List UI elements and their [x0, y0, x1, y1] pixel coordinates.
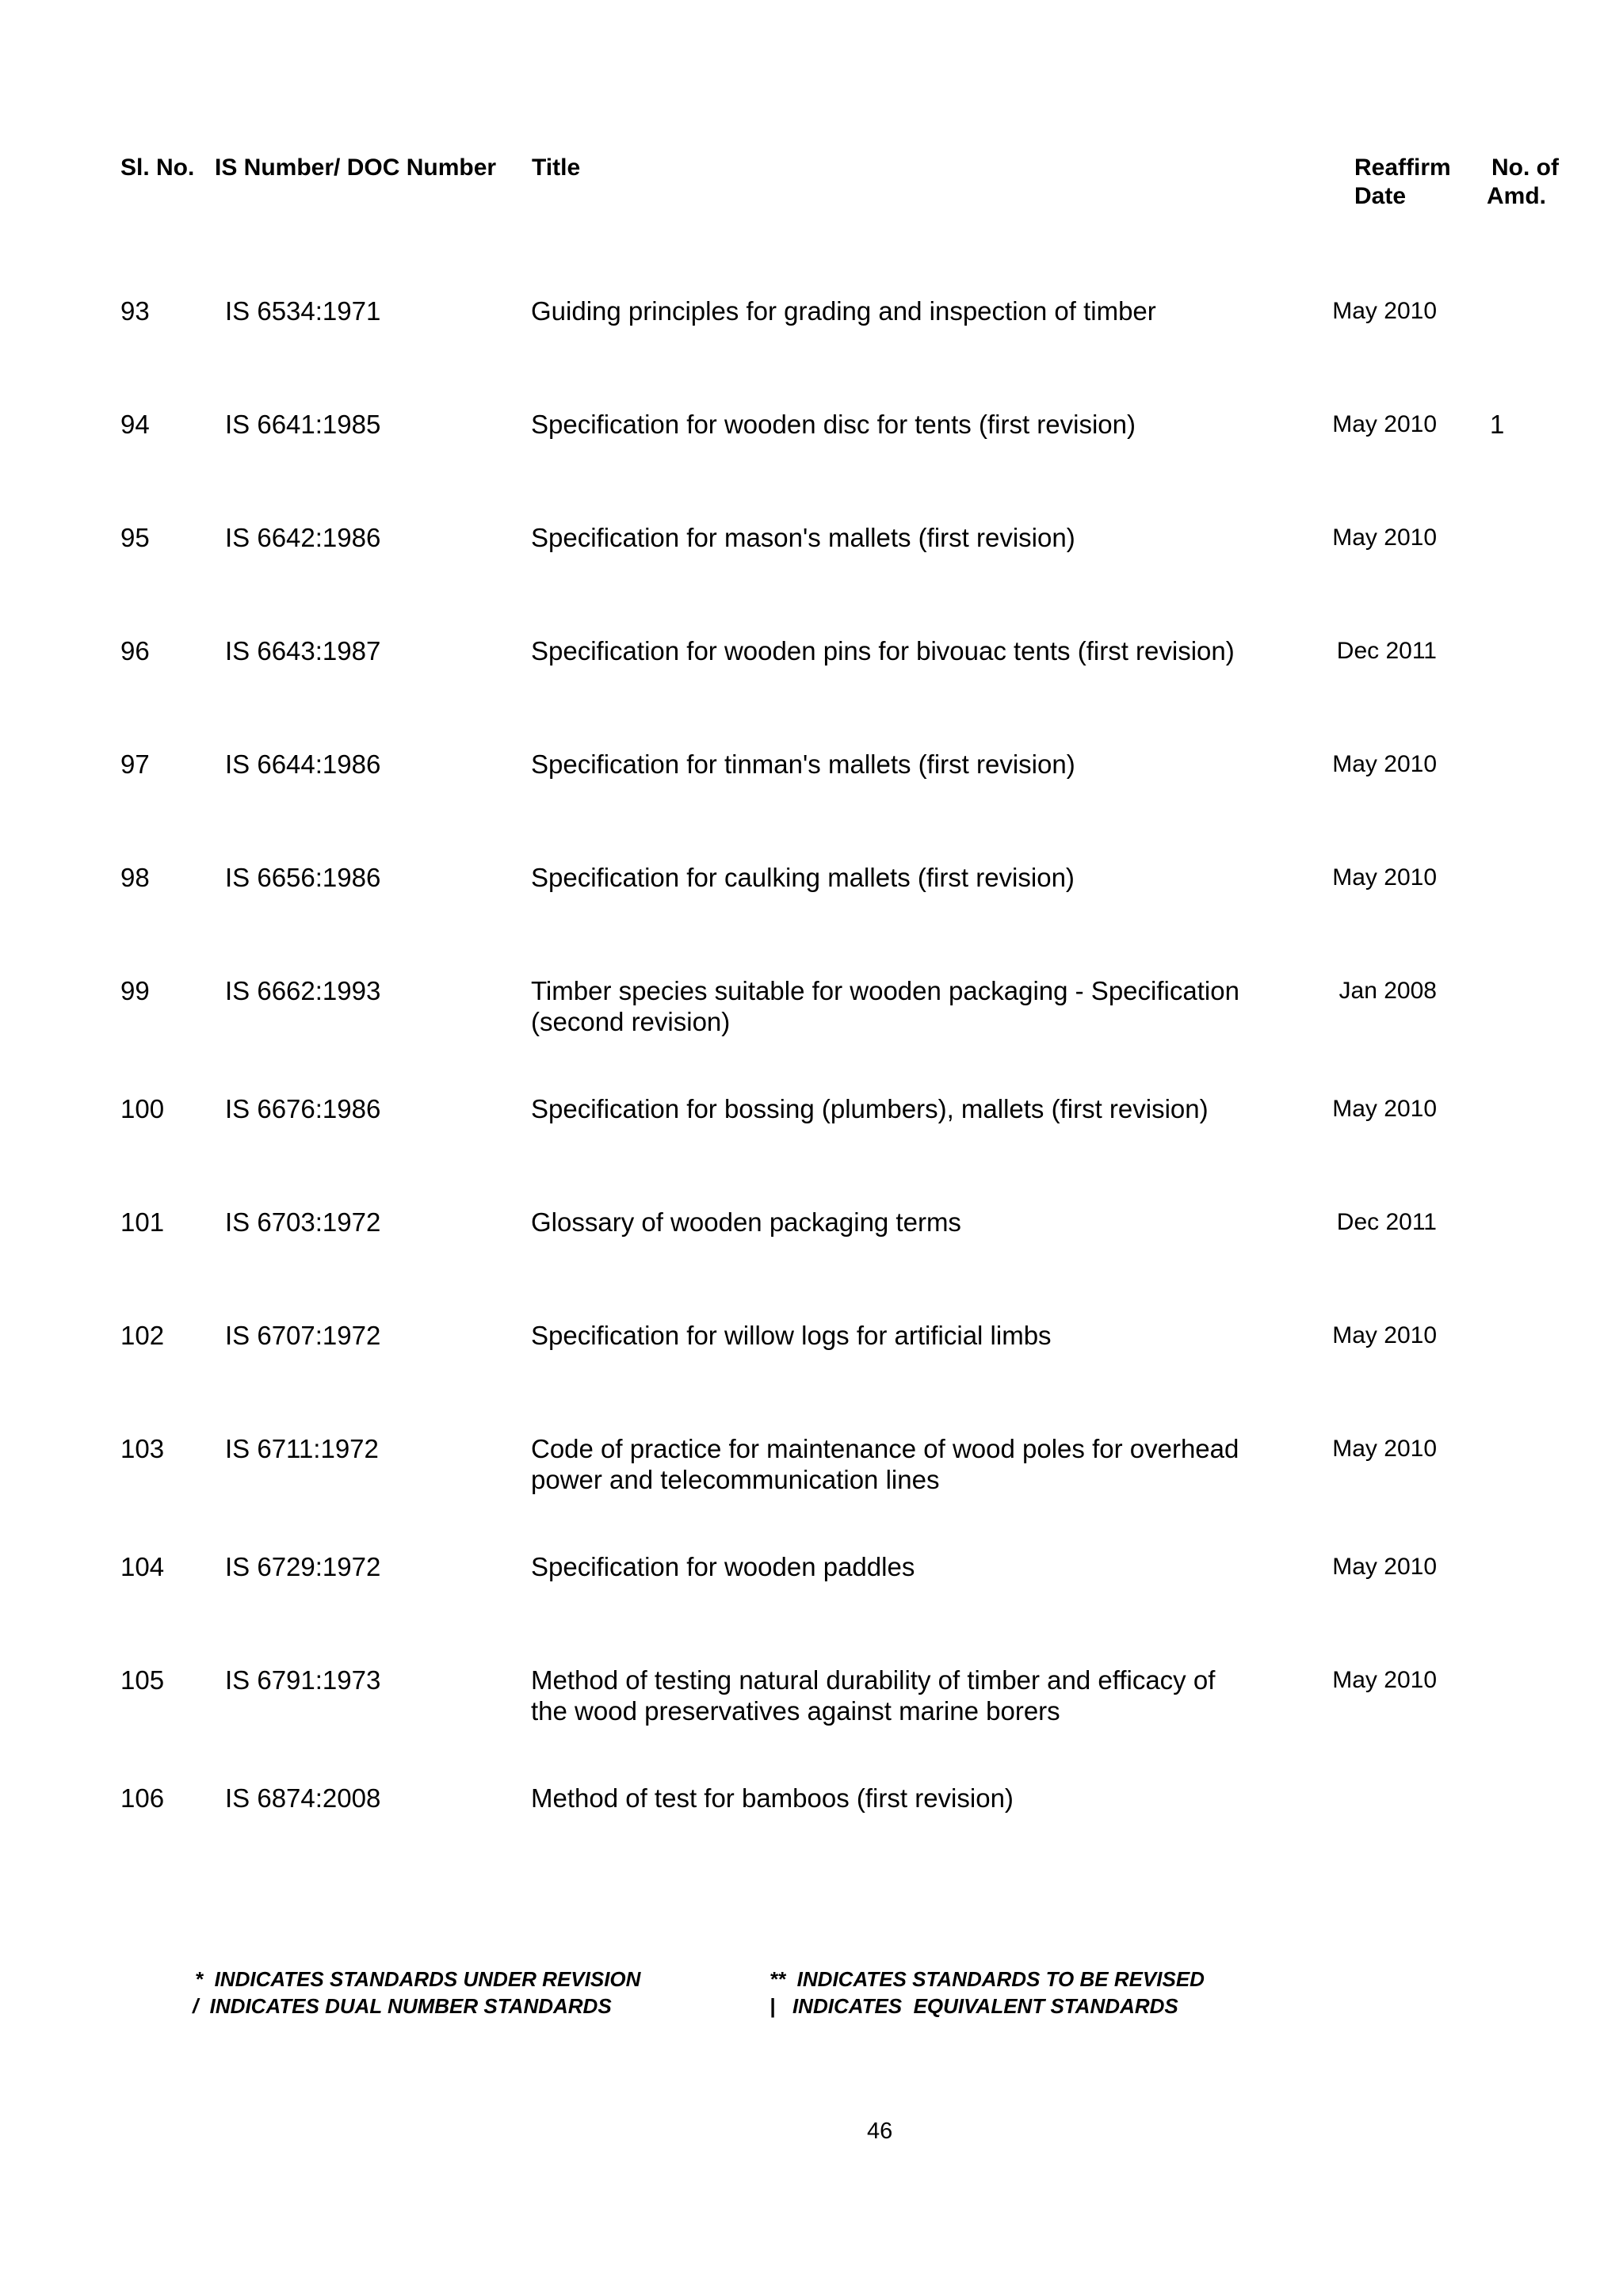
row-reaffirm-date: Dec 2011	[1336, 638, 1437, 664]
row-title: Specification for bossing (plumbers), mallets (first revision)	[531, 1094, 1209, 1123]
row-sl-no: 96	[120, 636, 150, 666]
table-row	[0, 975, 1623, 1036]
row-sl-no: 102	[120, 1321, 165, 1350]
row-is-number: IS 6644:1986	[225, 749, 381, 779]
table-row	[0, 1433, 1623, 1494]
row-title: Specification for caulking mallets (first revision)	[531, 863, 1075, 892]
row-title: Guiding principles for grading and inspection of timber	[531, 296, 1156, 326]
row-title: Specification for tinman's mallets (first revision)	[531, 749, 1075, 779]
note-dual-number: / INDICATES DUAL NUMBER STANDARDS	[193, 1994, 612, 2018]
row-sl-no: 101	[120, 1207, 165, 1237]
row-sl-no: 94	[120, 410, 150, 439]
header-amd-line1: No. of	[1491, 154, 1559, 181]
row-title: Specification for wooden disc for tents (first revision)	[531, 410, 1136, 439]
header-no-of-amd	[1487, 154, 1574, 211]
row-is-number: IS 6662:1993	[225, 976, 381, 1005]
header-title: Title	[532, 154, 581, 181]
table-row	[0, 409, 1623, 456]
table-row	[0, 1207, 1623, 1254]
table-row	[0, 1093, 1623, 1141]
page-number: 46	[867, 2119, 893, 2144]
table-row	[0, 1320, 1623, 1367]
row-title: Method of testing natural durability of timber and efficacy of the wood preservatives against marine borers	[531, 1665, 1216, 1726]
row-title: Specification for mason's mallets (first revision)	[531, 523, 1075, 552]
row-sl-no: 104	[120, 1552, 165, 1581]
row-sl-no: 93	[120, 296, 150, 326]
row-reaffirm-date: May 2010	[1332, 1322, 1437, 1348]
row-sl-no: 103	[120, 1434, 165, 1463]
row-reaffirm-date: Jan 2008	[1338, 978, 1437, 1004]
row-reaffirm-date: May 2010	[1332, 411, 1437, 437]
row-reaffirm-date: May 2010	[1332, 1667, 1437, 1693]
row-is-number: IS 6707:1972	[225, 1321, 381, 1350]
row-title: Specification for wooden paddles	[531, 1552, 915, 1581]
row-sl-no: 98	[120, 863, 150, 892]
row-sl-no: 105	[120, 1665, 165, 1695]
header-is-number: IS Number/ DOC Number	[215, 154, 497, 181]
note-equivalent: | INDICATES EQUIVALENT STANDARDS	[769, 1994, 1178, 2018]
row-is-number: IS 6703:1972	[225, 1207, 381, 1237]
row-is-number: IS 6641:1985	[225, 410, 381, 439]
row-sl-no: 95	[120, 523, 150, 552]
row-title: Method of test for bamboos (first revision)	[531, 1783, 1014, 1813]
row-reaffirm-date: May 2010	[1332, 1436, 1437, 1462]
table-row	[0, 862, 1623, 910]
header-reaffirm-date	[1354, 154, 1465, 211]
row-sl-no: 97	[120, 749, 150, 779]
row-is-number: IS 6729:1972	[225, 1552, 381, 1581]
table-row	[0, 522, 1623, 570]
row-is-number: IS 6676:1986	[225, 1094, 381, 1123]
row-is-number: IS 6874:2008	[225, 1783, 381, 1813]
row-title: Specification for wooden pins for bivouac tents (first revision)	[531, 636, 1235, 666]
row-is-number: IS 6656:1986	[225, 863, 381, 892]
row-amd-count: 1	[1490, 410, 1505, 439]
row-reaffirm-date: Dec 2011	[1336, 1209, 1437, 1235]
header-sl-no: Sl. No.	[120, 154, 195, 181]
row-sl-no: 106	[120, 1783, 165, 1813]
table-row	[0, 749, 1623, 796]
row-title: Timber species suitable for wooden packaging - Specification (second revision)	[531, 976, 1239, 1036]
row-reaffirm-date: May 2010	[1332, 864, 1437, 891]
row-title: Specification for willow logs for artificial limbs	[531, 1321, 1052, 1350]
row-is-number: IS 6534:1971	[225, 296, 381, 326]
table-row	[0, 1551, 1623, 1599]
row-reaffirm-date: May 2010	[1332, 298, 1437, 324]
header-reaffirm-line2: Date	[1354, 183, 1407, 209]
row-is-number: IS 6643:1987	[225, 636, 381, 666]
note-to-be-revised: ** INDICATES STANDARDS TO BE REVISED	[769, 1967, 1205, 1991]
row-is-number: IS 6642:1986	[225, 523, 381, 552]
row-reaffirm-date: May 2010	[1332, 751, 1437, 777]
table-row	[0, 296, 1623, 343]
table-row	[0, 635, 1623, 683]
row-sl-no: 100	[120, 1094, 165, 1123]
row-title: Glossary of wooden packaging terms	[531, 1207, 961, 1237]
header-amd-line2: Amd.	[1487, 183, 1546, 209]
row-reaffirm-date: May 2010	[1332, 1096, 1437, 1122]
table-row	[0, 1665, 1623, 1726]
note-under-revision: * INDICATES STANDARDS UNDER REVISION	[195, 1967, 641, 1991]
row-is-number: IS 6711:1972	[225, 1434, 379, 1463]
row-reaffirm-date: May 2010	[1332, 1554, 1437, 1580]
header-reaffirm-line1: Reaffirm	[1354, 154, 1451, 181]
row-reaffirm-date: May 2010	[1332, 524, 1437, 551]
row-is-number: IS 6791:1973	[225, 1665, 381, 1695]
row-sl-no: 99	[120, 976, 150, 1005]
table-row	[0, 1783, 1623, 1830]
row-title: Code of practice for maintenance of wood poles for overhead power and telecommunication lines	[531, 1434, 1239, 1494]
